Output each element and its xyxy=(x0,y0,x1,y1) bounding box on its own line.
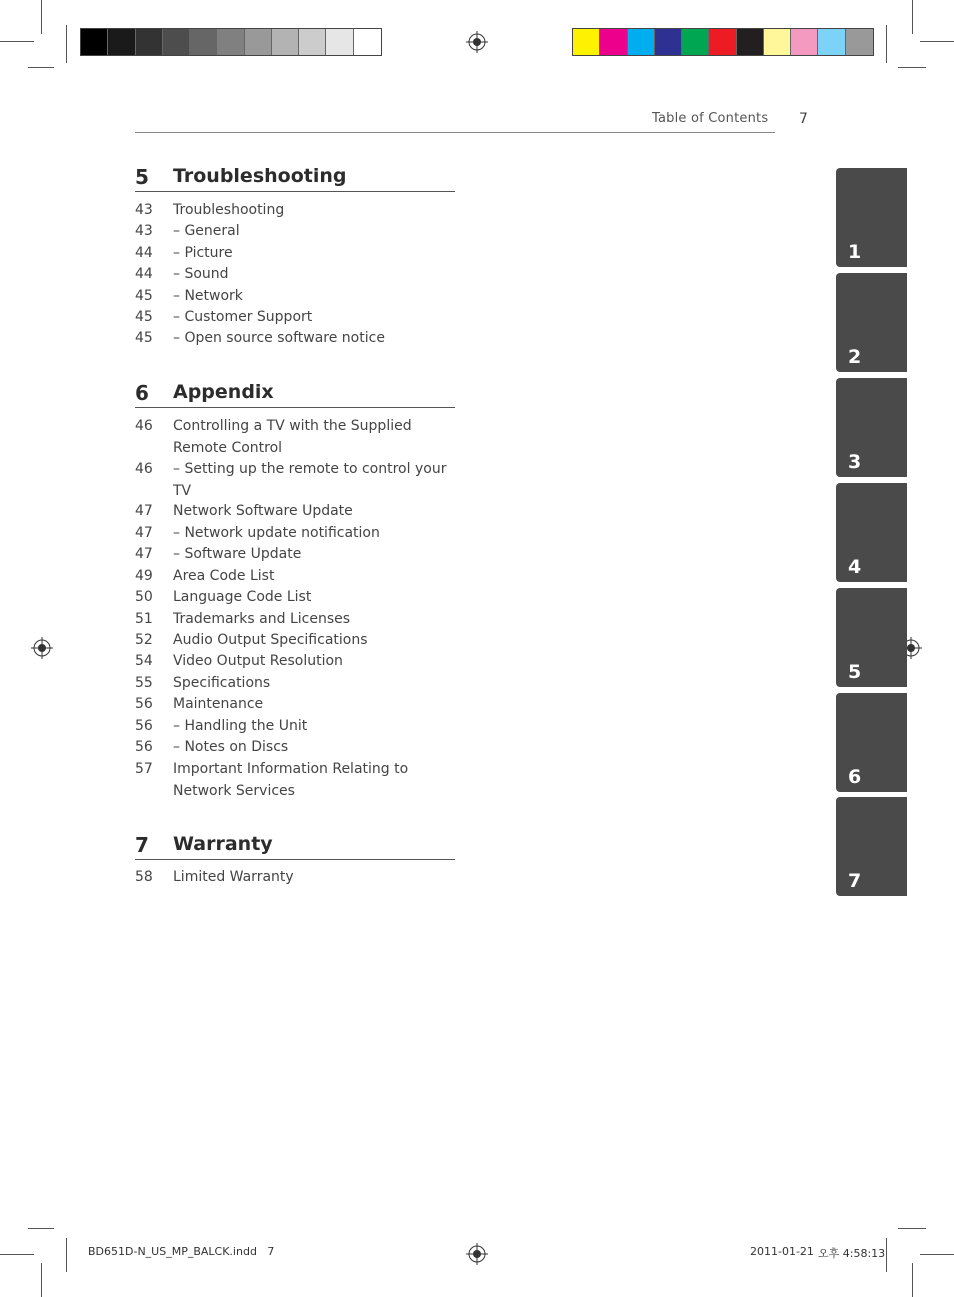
chapter-tab-label: 1 xyxy=(848,241,862,263)
toc-entry-text: – Handling the Unit xyxy=(173,718,308,734)
section-heading xyxy=(135,833,455,860)
color-swatch xyxy=(846,29,873,55)
toc-page-number: 57 xyxy=(135,761,153,777)
registration-mark-icon xyxy=(466,1243,488,1265)
toc-entry[interactable] xyxy=(135,243,455,265)
toc-page-number: 54 xyxy=(135,653,153,669)
section-heading xyxy=(135,165,455,192)
toc-entry[interactable] xyxy=(135,673,455,695)
color-swatch xyxy=(764,29,791,55)
section-heading xyxy=(135,381,455,408)
toc-entry-text: Maintenance xyxy=(173,696,264,712)
toc-entry-text: – Network xyxy=(173,288,243,304)
toc-entry[interactable] xyxy=(135,501,455,523)
toc-entry-text: Language Code List xyxy=(173,589,312,605)
toc-page-number: 56 xyxy=(135,739,153,755)
color-swatch xyxy=(628,29,655,55)
toc-entry[interactable] xyxy=(135,759,455,802)
toc-entry[interactable] xyxy=(135,221,455,243)
toc-entry-text: – Setting up the remote to control your TV xyxy=(173,461,447,499)
color-swatch xyxy=(573,29,600,55)
crop-mark xyxy=(41,1263,42,1297)
crop-mark xyxy=(28,67,54,68)
toc-entry-text: – Network update notification xyxy=(173,525,380,541)
toc-entry-text: Audio Output Specifications xyxy=(173,632,368,648)
chapter-tab-label: 7 xyxy=(848,870,862,892)
crop-mark xyxy=(41,0,42,34)
color-swatch xyxy=(272,29,299,55)
registration-mark-icon xyxy=(31,637,53,659)
chapter-tab-3[interactable] xyxy=(836,378,907,477)
section-title: Troubleshooting xyxy=(173,165,347,187)
toc-entry[interactable] xyxy=(135,544,455,566)
color-swatch xyxy=(190,29,217,55)
toc-page-number: 46 xyxy=(135,461,153,477)
toc-page-number: 47 xyxy=(135,503,153,519)
toc-page-number: 45 xyxy=(135,288,153,304)
toc-entry-text: Important Information Relating to Network Services xyxy=(173,761,409,799)
chapter-tab-label: 2 xyxy=(848,346,862,368)
crop-mark xyxy=(898,67,926,68)
chapter-tab-label: 5 xyxy=(848,661,862,683)
toc-entry[interactable] xyxy=(135,867,455,889)
toc-page-number: 55 xyxy=(135,675,153,691)
toc-page-number: 43 xyxy=(135,202,153,218)
grayscale-color-bar xyxy=(80,28,382,56)
toc-page-number: 44 xyxy=(135,245,153,261)
toc-entry-text: Trademarks and Licenses xyxy=(173,611,351,627)
toc-entry[interactable] xyxy=(135,694,455,716)
crop-mark xyxy=(66,1238,67,1272)
chapter-tab-4[interactable] xyxy=(836,483,907,582)
color-swatch xyxy=(682,29,709,55)
process-color-bar xyxy=(572,28,874,56)
toc-entry-text: Controlling a TV with the Supplied Remote Control xyxy=(173,418,412,456)
toc-entry-text: Area Code List xyxy=(173,568,275,584)
color-swatch xyxy=(791,29,818,55)
toc-entry[interactable] xyxy=(135,416,455,459)
footer-time: 오후 4:58:13 xyxy=(818,1247,886,1260)
section-number: 6 xyxy=(135,381,149,405)
crop-mark xyxy=(0,1254,34,1255)
toc-page-number: 56 xyxy=(135,718,153,734)
footer-file-name: BD651D-N_US_MP_BALCK.indd 7 xyxy=(88,1245,275,1258)
color-swatch xyxy=(108,29,135,55)
toc-entry-text: – General xyxy=(173,223,240,239)
toc-entry[interactable] xyxy=(135,716,455,738)
toc-page-number: 49 xyxy=(135,568,153,584)
toc-entry-text: – Sound xyxy=(173,266,229,282)
toc-entry-text: Specifications xyxy=(173,675,271,691)
toc-entry[interactable] xyxy=(135,264,455,286)
chapter-tab-5[interactable] xyxy=(836,588,907,687)
toc-page-number: 47 xyxy=(135,525,153,541)
toc-entry-text: – Notes on Discs xyxy=(173,739,289,755)
toc-entry[interactable] xyxy=(135,566,455,588)
toc-entry[interactable] xyxy=(135,523,455,545)
chapter-tab-6[interactable] xyxy=(836,693,907,792)
section-title: Appendix xyxy=(173,381,274,403)
header-rule xyxy=(135,132,775,133)
toc-page-number: 56 xyxy=(135,696,153,712)
toc-entry-text: – Customer Support xyxy=(173,309,313,325)
toc-entry[interactable] xyxy=(135,630,455,652)
color-swatch xyxy=(81,29,108,55)
chapter-tab-label: 3 xyxy=(848,451,862,473)
toc-entry-text: – Picture xyxy=(173,245,233,261)
toc-entry-text: Network Software Update xyxy=(173,503,353,519)
toc-entry[interactable] xyxy=(135,609,455,631)
toc-entry[interactable] xyxy=(135,651,455,673)
footer-date: 2011-01-21 xyxy=(750,1245,814,1258)
crop-mark xyxy=(0,41,34,42)
toc-page-number: 43 xyxy=(135,223,153,239)
color-swatch xyxy=(163,29,190,55)
crop-mark xyxy=(886,25,887,63)
toc-entry[interactable] xyxy=(135,200,455,222)
toc-entry[interactable] xyxy=(135,587,455,609)
color-swatch xyxy=(245,29,272,55)
toc-entry[interactable] xyxy=(135,328,455,350)
toc-entry[interactable] xyxy=(135,459,455,502)
registration-mark-icon xyxy=(466,31,488,53)
toc-entry[interactable] xyxy=(135,307,455,329)
toc-page-number: 50 xyxy=(135,589,153,605)
toc-page-number: 45 xyxy=(135,309,153,325)
running-header-title: Table of Contents xyxy=(652,111,769,126)
crop-mark xyxy=(920,1254,954,1255)
chapter-tab-1[interactable] xyxy=(836,168,907,267)
color-swatch xyxy=(600,29,627,55)
crop-mark xyxy=(920,41,954,42)
toc-page-number: 51 xyxy=(135,611,153,627)
section-number: 7 xyxy=(135,833,149,857)
crop-mark xyxy=(28,1228,54,1229)
toc-page-number: 44 xyxy=(135,266,153,282)
toc-entry-text: Limited Warranty xyxy=(173,869,294,885)
crop-mark xyxy=(912,0,913,34)
toc-entry-text: Video Output Resolution xyxy=(173,653,343,669)
section-title: Warranty xyxy=(173,833,273,855)
crop-mark xyxy=(898,1228,926,1229)
color-swatch xyxy=(655,29,682,55)
toc-entry[interactable] xyxy=(135,737,455,759)
color-swatch xyxy=(217,29,244,55)
crop-mark xyxy=(66,25,67,63)
chapter-tab-7[interactable] xyxy=(836,797,907,896)
color-swatch xyxy=(326,29,353,55)
crop-mark xyxy=(912,1263,913,1297)
toc-entry-text: – Software Update xyxy=(173,546,302,562)
color-swatch xyxy=(299,29,326,55)
page-number: 7 xyxy=(799,111,808,127)
toc-page-number: 45 xyxy=(135,330,153,346)
section-number: 5 xyxy=(135,165,149,189)
toc-page-number: 46 xyxy=(135,418,153,434)
toc-page-number: 58 xyxy=(135,869,153,885)
chapter-tab-label: 6 xyxy=(848,766,862,788)
crop-mark xyxy=(886,1238,887,1272)
color-swatch xyxy=(709,29,736,55)
toc-entry-text: – Open source software notice xyxy=(173,330,385,346)
color-swatch xyxy=(818,29,845,55)
toc-entry-text: Troubleshooting xyxy=(173,202,285,218)
chapter-tab-label: 4 xyxy=(848,556,862,578)
toc-page-number: 47 xyxy=(135,546,153,562)
toc-entry[interactable] xyxy=(135,286,455,308)
color-swatch xyxy=(136,29,163,55)
toc-page-number: 52 xyxy=(135,632,153,648)
color-swatch xyxy=(737,29,764,55)
chapter-tab-2[interactable] xyxy=(836,273,907,372)
color-swatch xyxy=(354,29,381,55)
